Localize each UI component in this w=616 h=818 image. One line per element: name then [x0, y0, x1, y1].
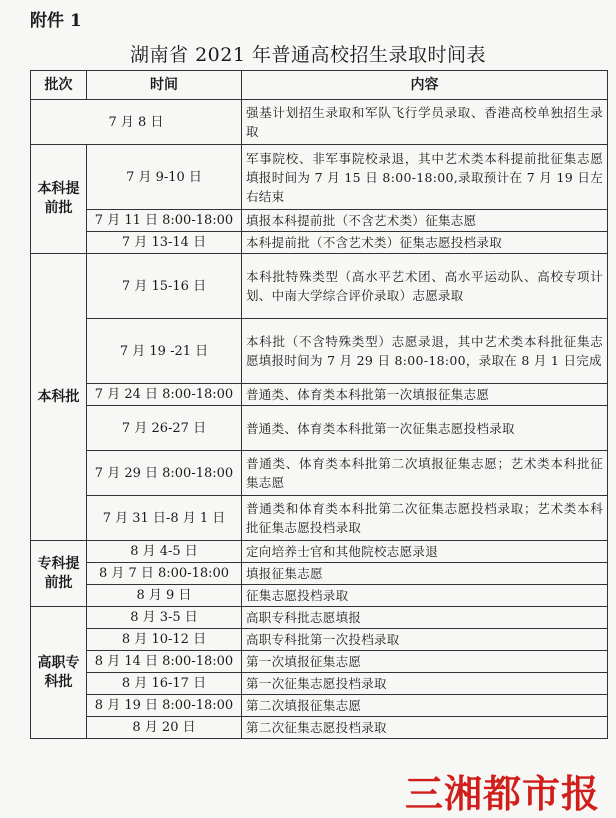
admission-schedule-table: [30, 70, 608, 739]
content-cell: 填报本科提前批（不含艺术类）征集志愿: [242, 210, 608, 232]
time-cell: 8 月 4-5 日: [87, 541, 242, 563]
time-cell: 7 月 26-27 日: [87, 406, 242, 451]
table-row: [31, 406, 608, 451]
content-cell: 高职专科批志愿填报: [242, 607, 608, 629]
time-cell: 8 月 20 日: [87, 717, 242, 739]
time-cell: 7 月 29 日 8:00-18:00: [87, 451, 242, 496]
content-cell: 普通类和体育类本科批第二次征集志愿投档录取；艺术类本科批征集志愿投档录取: [242, 496, 608, 541]
content-cell: 第一次填报征集志愿: [242, 651, 608, 673]
content-cell: 第二次征集志愿投档录取: [242, 717, 608, 739]
time-cell: 7 月 11 日 8:00-18:00: [87, 210, 242, 232]
time-cell: 8 月 10-12 日: [87, 629, 242, 651]
content-cell: 本科批（不含特殊类型）志愿录退，其中艺术类本科批征集志愿填报时间为 7 月 29 日 8:00-18:00，录取在 8 月 1 日完成: [242, 319, 608, 384]
header-batch: 批次: [31, 71, 87, 100]
batch-cell-undergrad: 本科批: [31, 254, 87, 541]
table-row: [31, 496, 608, 541]
content-cell: 普通类、体育类本科批第二次填报征集志愿；艺术类本科批征集志愿: [242, 451, 608, 496]
time-cell: 8 月 16-17 日: [87, 673, 242, 695]
time-cell: 7 月 15-16 日: [87, 254, 242, 319]
table-row: [31, 541, 608, 563]
attachment-label: 附件 1: [30, 11, 82, 31]
content-cell: 高职专科批第一次投档录取: [242, 629, 608, 651]
content-cell: 定向培养士官和其他院校志愿录退: [242, 541, 608, 563]
table-row: [31, 717, 608, 739]
time-cell: 7 月 13-14 日: [87, 232, 242, 254]
page-title: 湖南省 2021 年普通高校招生录取时间表: [130, 44, 486, 66]
header-content: 内容: [242, 71, 608, 100]
table-row: [31, 673, 608, 695]
content-cell: 第二次填报征集志愿: [242, 695, 608, 717]
content-cell: 普通类、体育类本科批第一次征集志愿投档录取: [242, 406, 608, 451]
content-cell: 征集志愿投档录取: [242, 585, 608, 607]
time-cell: 7 月 9-10 日: [87, 145, 242, 210]
table-row: [31, 232, 608, 254]
content-cell: 本科提前批（不含艺术类）征集志愿投档录取: [242, 232, 608, 254]
table-row: [31, 563, 608, 585]
content-cell: 强基计划招生录取和军队飞行学员录取、香港高校单独招生录取: [242, 100, 608, 145]
time-cell: 8 月 19 日 8:00-18:00: [87, 695, 242, 717]
table-header-row: [31, 71, 608, 100]
time-cell: 8 月 9 日: [87, 585, 242, 607]
table-row: [31, 585, 608, 607]
content-cell: 第一次征集志愿投档录取: [242, 673, 608, 695]
content-cell: 填报征集志愿: [242, 563, 608, 585]
table-row: [31, 607, 608, 629]
table-row: [31, 319, 608, 384]
time-cell: 7 月 24 日 8:00-18:00: [87, 384, 242, 406]
content-cell: 普通类、体育类本科批第一次填报征集志愿: [242, 384, 608, 406]
table-row: [31, 254, 608, 319]
time-cell: 7 月 19 -21 日: [87, 319, 242, 384]
table-row: [31, 451, 608, 496]
content-cell: 本科批特殊类型（高水平艺术团、高水平运动队、高校专项计划、中南大学综合评价录取）志愿录取: [242, 254, 608, 319]
time-cell: 8 月 3-5 日: [87, 607, 242, 629]
content-cell: 军事院校、非军事院校录退，其中艺术类本科提前批征集志愿填报时间为 7 月 15 日 8:00-18:00,录取预计在 7 月 19 日左右结束: [242, 145, 608, 210]
time-cell: 8 月 7 日 8:00-18:00: [87, 563, 242, 585]
table-row: [31, 100, 608, 145]
batch-cell-vocational: 高职专科批: [31, 607, 87, 739]
batch-cell-undergrad-early: 本科提前批: [31, 145, 87, 254]
table-row: [31, 210, 608, 232]
table-row: [31, 695, 608, 717]
watermark-logo: 三湘都市报: [404, 772, 600, 816]
table-row: [31, 145, 608, 210]
time-cell: 7 月 31 日-8 月 1 日: [87, 496, 242, 541]
table-row: [31, 651, 608, 673]
time-cell: 8 月 14 日 8:00-18:00: [87, 651, 242, 673]
table-row: [31, 384, 608, 406]
batch-cell-college-early: 专科提前批: [31, 541, 87, 607]
table-row: [31, 629, 608, 651]
time-cell: 7 月 8 日: [31, 100, 242, 145]
header-time: 时间: [87, 71, 242, 100]
